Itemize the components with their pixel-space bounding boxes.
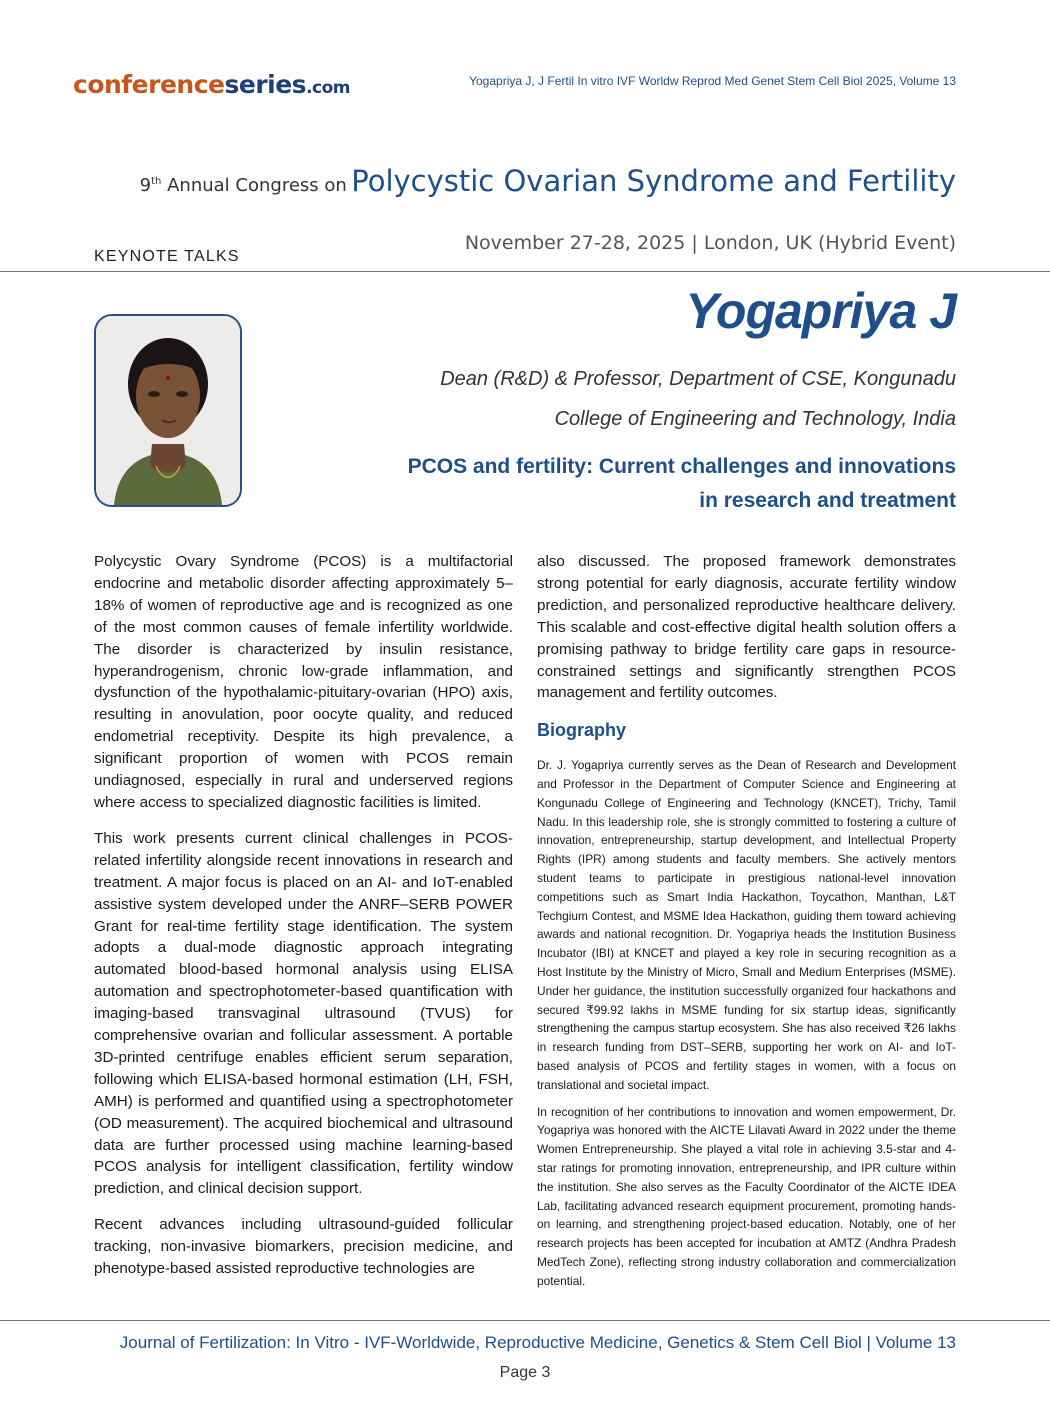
abstract-paragraph-3: Recent advances including ultrasound-guided follicular tracking, non-invasive biomarkers, precision medicine, and phenotype-based assisted reproductive technologies are	[94, 1216, 513, 1278]
biography-heading: Biography	[537, 720, 627, 741]
abstract-right-column	[537, 551, 956, 1299]
talk-title-line2: in research and treatment	[699, 489, 956, 512]
congress-prefix-text: Annual Congress on	[167, 175, 347, 196]
abstract-paragraph-1: Polycystic Ovary Syndrome (PCOS) is a multifactorial endocrine and metabolic disorder affecting approximately 5–18% of women of reproductive age and is recognized as one of the most common causes of female infertility worldwide. The disorder is characterized by insulin resistance, hyperandrogenism, chronic low-grade inflammation, and dysfunction of the hypothalamic-pituitary-ovarian (HPO) axis, resulting in anovulation, poor oocyte quality, and reduced endometrial receptivity. Despite its high prevalence, a significant proportion of women with PCOS remain undiagnosed, especially in rural and underserved regions where access to specialized diagnostic facilities is limited.	[94, 553, 513, 811]
biography-text	[537, 756, 956, 1290]
speaker-affiliation-line2: College of Engineering and Technology, India	[554, 408, 956, 430]
header-divider	[0, 271, 1050, 272]
biography-paragraph-1: Dr. J. Yogapriya currently serves as the Dean of Research and Development and Professor in the Department of Computer Science and Engineering at Kongunadu College of Engineering and Technology (KNCET), Trichy, Tamil Nadu. In this leadership role, she is strongly committed to fostering a culture of innovation, entrepreneurship, startup development, and Intellectual Property Rights (IPR) among students and faculty members. She actively mentors student teams to participate in prestigious national-level innovation competitions such as Smart India Hackathon, Toycathon, Manthan, L&T Techgium Contest, and MSME Idea Hackathon, guiding them toward achieving awards and national recognition. Dr. Yogapriya heads the Institution Business Incubator (IBI) at KNCET and played a key role in securing recognition as a Host Institute by the Ministry of Micro, Small and Medium Enterprises (MSME). Under her guidance, the institution successfully organized four hackathons and secured ₹99.92 lakhs in MSME funding for six startup ideas, significantly strengthening the campus startup ecosystem. She has also received ₹26 lakhs in research funding from DST–SERB, supporting her work on AI- and IoT-based analysis of PCOS and fertility stages in women, with a focus on translational and societal impact.	[537, 758, 956, 1092]
abstract-paragraph-3-continued: also discussed. The proposed framework demonstrates strong potential for early diagnosis, accurate fertility window prediction, and personalized reproductive healthcare delivery. This scalable and cost-effective digital health solution offers a promising pathway to bridge fertility care gaps in resource-constrained settings and significantly strengthen PCOS management and fertility outcomes.	[537, 553, 956, 702]
logo-part-domain: .com	[306, 78, 350, 98]
speaker-name: Yogapriya J	[685, 283, 956, 339]
logo-part-conference: conference	[73, 70, 225, 99]
talk-title-line1: PCOS and fertility: Current challenges and innovations	[407, 455, 956, 478]
logo-part-series: series	[224, 70, 307, 99]
abstract-left-column	[94, 551, 513, 1294]
congress-ordinal-suffix: th	[151, 176, 162, 187]
footer-divider	[0, 1320, 1050, 1321]
conferenceseries-logo	[73, 70, 350, 99]
congress-prefix	[140, 175, 347, 196]
abstract-paragraph-2: This work presents current clinical challenges in PCOS-related infertility alongside recent innovations in research and treatment. A major focus is placed on an AI- and IoT-enabled assistive system developed under the ANRF–SERB POWER Grant for real-time fertility stage identification. The system adopts a dual-mode diagnostic approach integrating automated blood-based hormonal analysis using ELISA automation and spectrophotometer-based quantification with imaging-based transvaginal ultrasound (TVUS) for comprehensive ovarian and follicular assessment. A portable 3D-printed centrifuge enables efficient serum separation, following which ELISA-based hormonal estimation (LH, FSH, AMH) is performed and quantified using a spectrophotometer (OD measurement). The acquired biochemical and ultrasound data are further processed using machine learning-based PCOS analysis for intelligent classification, fertility window prediction, and clinical decision support.	[94, 829, 513, 1198]
congress-name: Polycystic Ovarian Syndrome and Fertility	[351, 164, 956, 198]
section-label: KEYNOTE TALKS	[94, 248, 240, 265]
congress-dates: November 27-28, 2025 | London, UK (Hybrid Event)	[464, 232, 956, 254]
article-citation: Yogapriya J, J Fertil In vitro IVF Worldw Reprod Med Genet Stem Cell Biol 2025, Volume 13	[469, 74, 956, 88]
congress-ordinal: 9	[139, 175, 152, 196]
congress-title	[140, 164, 956, 198]
journal-name: Journal of Fertilization: In Vitro - IVF-Worldwide, Reproductive Medicine, Genetics & Stem Cell Biol | Volume 13	[119, 1333, 956, 1352]
page-number: Page 3	[499, 1364, 551, 1381]
speaker-portrait-graphic	[96, 316, 240, 505]
speaker-photo	[94, 314, 242, 507]
speaker-affiliation-line1: Dean (R&D) & Professor, Department of CSE, Kongunadu	[440, 368, 956, 390]
biography-paragraph-2: In recognition of her contributions to innovation and women empowerment, Dr. Yogapriya was honored with the AICTE Lilavati Award in 2022 under the theme Women Entrepreneurship. She played a vital role in achieving 3.5-star and 4-star ratings for promoting innovation, entrepreneurship, and IPR culture within the institution. She also serves as the Faculty Coordinator of the AICTE IDEA Lab, facilitating advanced research equipment procurement, promoting hands-on learning, and strengthening project-based education. Notably, one of her research projects has been accepted for incubation at AMTZ (Andhra Pradesh MedTech Zone), reflecting strong industry collaboration and commercialization potential.	[537, 1104, 956, 1288]
